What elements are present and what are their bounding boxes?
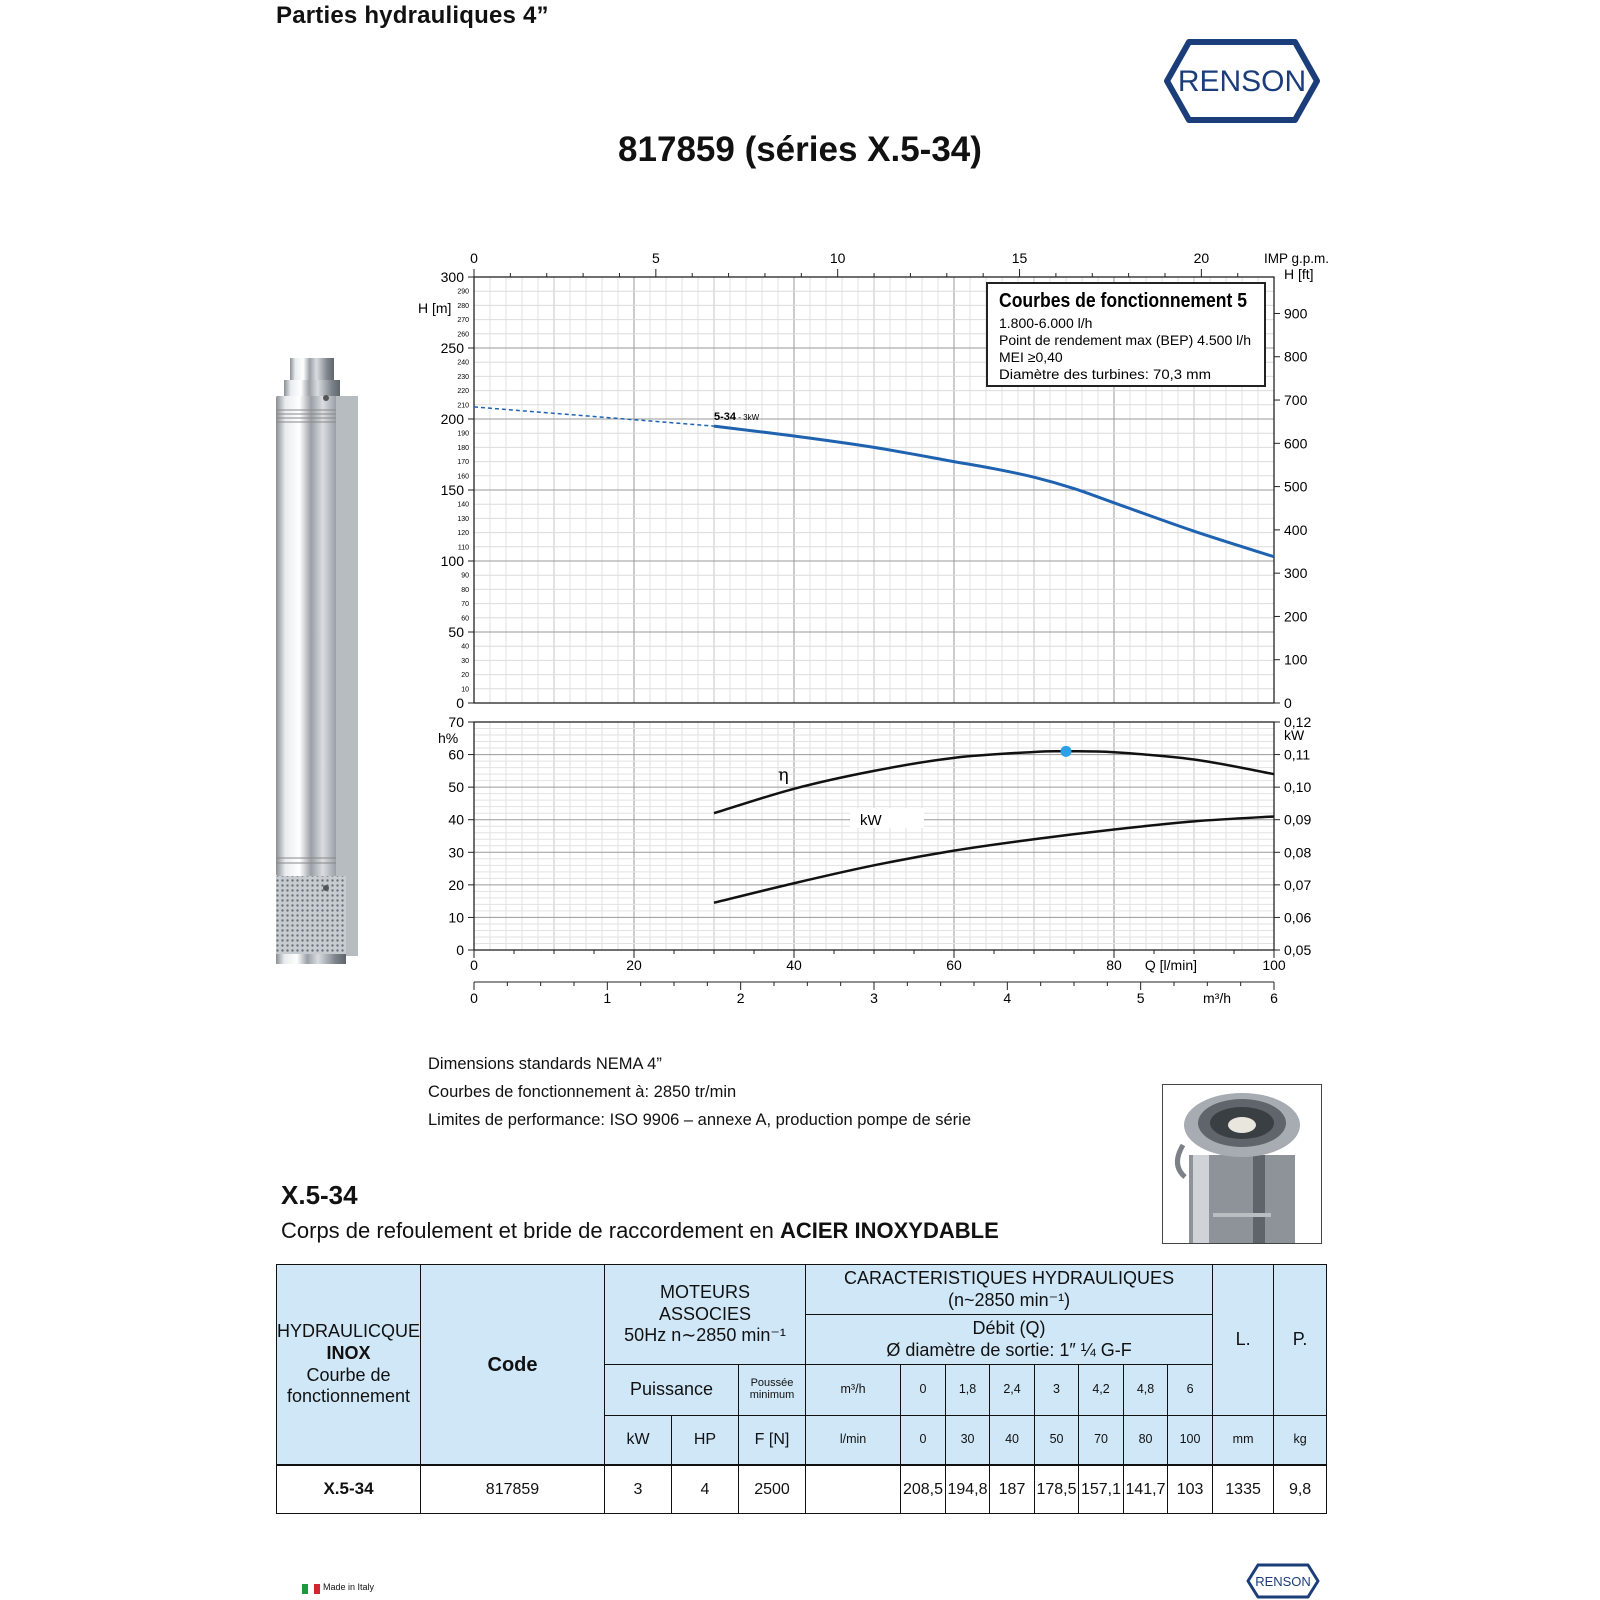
power-header: Puissance	[605, 1365, 739, 1415]
legend-line: Point de rendement max (BEP) 4.500 l/h	[999, 332, 1251, 348]
renson-logo-bottom	[1246, 1562, 1320, 1600]
x-tick-label: 60	[946, 957, 962, 973]
flow-value-lmin: 50	[1035, 1415, 1079, 1465]
top-tick-label: 5	[651, 250, 660, 266]
hydraulic-characteristics-header: CARACTERISTIQUES HYDRAULIQUES (n~2850 min⁻¹)	[806, 1265, 1213, 1315]
series-name: X.5-34	[281, 1180, 358, 1210]
flow-value-m3h: 1,8	[946, 1365, 990, 1415]
cell-code: 817859	[421, 1465, 605, 1513]
top-tick-label: 15	[1011, 250, 1028, 266]
flow-value-m3h: 0	[901, 1365, 946, 1415]
y-minor-tick-label: 160	[457, 473, 469, 481]
series-desc-material: ACIER INOXYDABLE	[779, 1218, 999, 1243]
x2-axis-label: m³/h	[1203, 990, 1231, 1006]
cell-head: 141,7	[1124, 1465, 1168, 1513]
x2-tick-label: 5	[1136, 990, 1145, 1006]
flow-value-lmin: 0	[901, 1415, 946, 1465]
page-header-title: Parties hydrauliques 4”	[276, 2, 549, 29]
unit-fn: F [N]	[739, 1415, 806, 1465]
thrust-header: Poussée minimum	[739, 1365, 806, 1415]
y-minor-tick-label: 210	[457, 402, 469, 410]
x2-tick-label: 6	[1270, 990, 1278, 1006]
y-minor-tick-label: 260	[457, 331, 469, 339]
flow-value-m3h: 6	[1168, 1365, 1213, 1415]
y2-tick-label: 0,07	[1284, 876, 1312, 893]
y2-tick-label: 0,11	[1284, 746, 1311, 763]
cell-head: 194,8	[946, 1465, 990, 1513]
y2-tick-label: 200	[1284, 608, 1308, 625]
flow-value-lmin: 40	[990, 1415, 1035, 1465]
y-minor-tick-label: 40	[461, 643, 469, 651]
head-curve-extrapolated	[474, 407, 714, 426]
y-minor-tick-label: 170	[457, 459, 469, 467]
y2-tick-label: 800	[1284, 348, 1308, 365]
y-tick-label: 0	[456, 942, 464, 958]
motors-header: MOTEURS ASSOCIES 50Hz n∼2850 min⁻¹	[605, 1265, 806, 1365]
x2-tick-label: 2	[736, 990, 745, 1006]
outlet-detail-photo	[1162, 1084, 1322, 1244]
series-desc-prefix: Corps de refoulement et bride de raccordement en	[281, 1218, 780, 1243]
y-tick-label: 50	[448, 779, 464, 796]
model-title: 817859 (séries X.5-34)	[618, 130, 982, 169]
made-in-italy: Made in Italy	[323, 1582, 375, 1592]
y-minor-tick-label: 240	[457, 359, 469, 367]
flow-value-m3h: 2,4	[990, 1365, 1035, 1415]
table-row	[277, 1465, 1327, 1513]
y2-axis-label: kW	[1284, 727, 1305, 743]
y2-tick-label: 300	[1284, 565, 1308, 582]
y-tick-label: 10	[448, 909, 464, 926]
y-minor-tick-label: 120	[457, 530, 469, 538]
cell-head: 208,5	[901, 1465, 946, 1513]
cell-hydraulic: X.5-34	[277, 1465, 421, 1513]
y-minor-tick-label: 90	[461, 572, 469, 580]
cell-head: 178,5	[1035, 1465, 1079, 1513]
cell-kw: 3	[605, 1465, 672, 1513]
y-minor-tick-label: 290	[457, 288, 469, 296]
performance-chart	[380, 240, 1340, 1010]
flow-value-m3h: 4,2	[1079, 1365, 1124, 1415]
power-label: kW	[860, 812, 882, 829]
unit-kg: kg	[1274, 1415, 1327, 1465]
y2-tick-label: 700	[1284, 392, 1308, 409]
x-tick-label: 0	[470, 957, 478, 973]
y-tick-label: 250	[440, 340, 464, 356]
y2-tick-label: 100	[1284, 651, 1308, 668]
flow-value-lmin: 80	[1124, 1415, 1168, 1465]
y-tick-label: 40	[448, 811, 464, 828]
y-minor-tick-label: 110	[457, 544, 469, 552]
y2-tick-label: 0,08	[1284, 844, 1312, 861]
cell-head: 103	[1168, 1465, 1213, 1513]
length-header: L.	[1213, 1265, 1274, 1416]
flow-value-lmin: 30	[946, 1415, 990, 1465]
flow-unit-lmin: l/min	[806, 1415, 901, 1465]
y-minor-tick-label: 20	[461, 672, 469, 680]
cell-empty	[806, 1465, 901, 1513]
x2-tick-label: 0	[470, 990, 478, 1006]
top-tick-label: 20	[1193, 250, 1210, 266]
y-minor-tick-label: 180	[457, 444, 469, 452]
y-minor-tick-label: 230	[457, 373, 469, 381]
y-minor-tick-label: 30	[461, 657, 469, 665]
y-tick-label: 50	[448, 624, 464, 640]
legend-line: MEI ≥0,40	[999, 349, 1063, 365]
efficiency-label: η	[778, 764, 789, 786]
y2-tick-label: 0,12	[1284, 714, 1312, 730]
code-header: Code	[421, 1265, 605, 1466]
y2-tick-label: 0,06	[1284, 909, 1312, 926]
renson-logo-top	[1163, 36, 1321, 126]
info-line: Limites de performance: ISO 9906 – annexe A, production pompe de série	[428, 1111, 971, 1129]
y-tick-label: 0	[456, 695, 464, 711]
flow-value-lmin: 100	[1168, 1415, 1213, 1465]
y-minor-tick-label: 70	[461, 601, 469, 609]
y-minor-tick-label: 280	[457, 302, 469, 310]
y-minor-tick-label: 10	[461, 686, 469, 694]
y-tick-label: 30	[448, 844, 464, 861]
y2-tick-label: 0,05	[1284, 942, 1312, 958]
y-minor-tick-label: 60	[461, 615, 469, 623]
curve-label	[714, 411, 760, 423]
y2-tick-label: 600	[1284, 435, 1308, 452]
y-minor-tick-label: 140	[457, 501, 469, 509]
unit-hp: HP	[672, 1415, 739, 1465]
y2-tick-label: 400	[1284, 521, 1308, 538]
x-tick-label: 20	[626, 957, 642, 973]
y2-tick-label: 0,09	[1284, 811, 1312, 828]
y-tick-label: 150	[440, 482, 464, 498]
y2-tick-label: 900	[1284, 305, 1308, 322]
y2-tick-label: 0,10	[1284, 779, 1312, 796]
info-line: Courbes de fonctionnement à: 2850 tr/min	[428, 1083, 737, 1101]
power-curve	[714, 816, 1274, 902]
y-tick-label: 200	[440, 411, 464, 427]
curve-label-name: 5-34	[714, 411, 737, 424]
legend-box	[987, 283, 1265, 386]
unit-mm: mm	[1213, 1415, 1274, 1465]
legend-line: 1.800-6.000 l/h	[999, 315, 1093, 331]
x-axis-label: Q [l/min]	[1144, 957, 1197, 973]
flow-value-lmin: 70	[1079, 1415, 1124, 1465]
y-axis-label: h%	[438, 730, 459, 746]
flow-unit-m3h: m³/h	[806, 1365, 901, 1415]
y-tick-label: 100	[440, 553, 464, 569]
cell-length: 1335	[1213, 1465, 1274, 1513]
outlet-detail-image	[1163, 1085, 1321, 1243]
y-minor-tick-label: 220	[457, 388, 469, 396]
y2-tick-label: 0	[1284, 695, 1292, 711]
cell-hp: 4	[672, 1465, 739, 1513]
unit-kw: kW	[605, 1415, 672, 1465]
legend-line: Diamètre des turbines: 70,3 mm	[999, 366, 1211, 382]
legend-title: Courbes de fonctionnement 5	[999, 290, 1247, 312]
y-tick-label: 300	[440, 269, 464, 285]
top-axis-label: IMP g.p.m.	[1264, 251, 1330, 266]
cell-thrust: 2500	[739, 1465, 806, 1513]
y-minor-tick-label: 190	[457, 430, 469, 438]
bep-point	[1061, 746, 1072, 757]
cell-head: 157,1	[1079, 1465, 1124, 1513]
top-tick-label: 10	[829, 250, 846, 266]
x-tick-label: 100	[1262, 957, 1286, 973]
y2-axis-label: H [ft]	[1284, 266, 1314, 282]
cell-head: 187	[990, 1465, 1035, 1513]
flow-value-m3h: 4,8	[1124, 1365, 1168, 1415]
y-axis-label: H [m]	[418, 300, 452, 316]
debit-header: Débit (Q) Ø diamètre de sortie: 1″ ¼ G-F	[806, 1315, 1213, 1365]
y-tick-label: 20	[448, 876, 464, 893]
x2-tick-label: 3	[870, 990, 878, 1006]
x2-tick-label: 4	[1003, 990, 1012, 1006]
x-tick-label: 40	[786, 957, 802, 973]
brand-text: RENSON	[1255, 1574, 1311, 1589]
cell-weight: 9,8	[1274, 1465, 1327, 1513]
x2-tick-label: 1	[603, 990, 612, 1006]
y-tick-label: 70	[448, 714, 464, 730]
hydraulic-header: HYDRAULICQUE INOX Courbe de fonctionnement	[277, 1265, 421, 1466]
head-curve-5-34	[714, 426, 1274, 557]
curve-label-power: - 3kW	[736, 413, 760, 423]
series-description	[281, 1218, 999, 1244]
italy-flag-icon	[302, 1584, 320, 1594]
brand-text: RENSON	[1177, 65, 1307, 98]
y-minor-tick-label: 80	[461, 586, 469, 594]
pump-photo	[270, 358, 370, 983]
y2-tick-label: 500	[1284, 478, 1308, 495]
info-line: Dimensions standards NEMA 4”	[428, 1055, 662, 1073]
x-tick-label: 80	[1106, 957, 1122, 973]
efficiency-curve	[714, 751, 1274, 813]
y-minor-tick-label: 270	[457, 317, 469, 325]
y-minor-tick-label: 130	[457, 515, 469, 523]
weight-header: P.	[1274, 1265, 1327, 1416]
flow-value-m3h: 3	[1035, 1365, 1079, 1415]
top-tick-label: 0	[470, 250, 478, 266]
y-tick-label: 60	[448, 746, 464, 763]
specification-table	[276, 1264, 1327, 1514]
